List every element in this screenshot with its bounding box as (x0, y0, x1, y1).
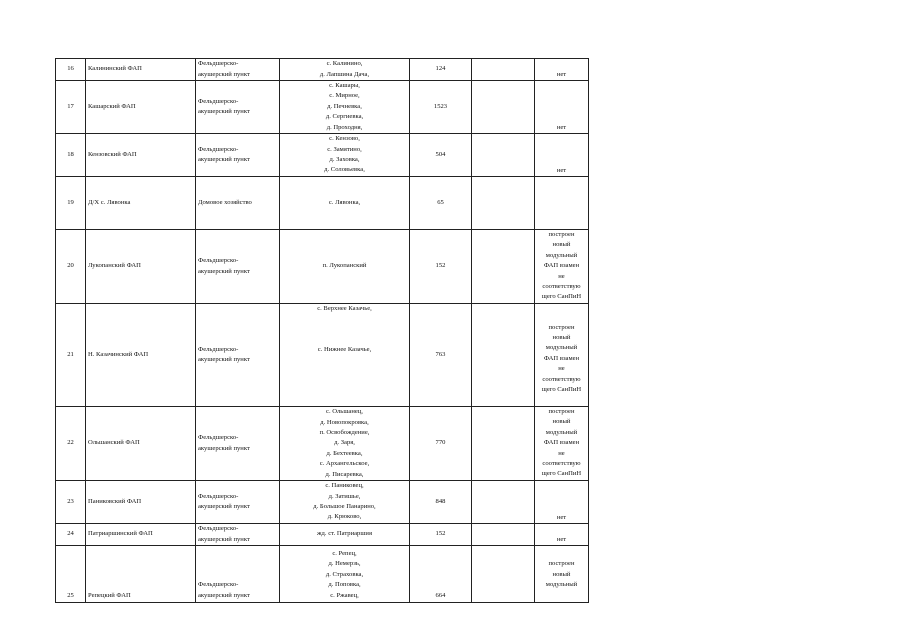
settlement-line: с. Нижнее Казачье, (317, 346, 372, 354)
facility-type-line: акушерский пункт (198, 591, 250, 599)
note-line: новый (552, 418, 571, 426)
fap-table-body (56, 59, 589, 603)
population-value: 763 (435, 350, 446, 358)
settlement-line: д. Сергиевка, (325, 113, 364, 121)
settlement-line: п. Лукопанский (322, 262, 367, 270)
empty-cell (472, 81, 535, 134)
note-line: соответствую (542, 460, 581, 468)
population-cell (410, 407, 472, 481)
facility-type-line: акушерский пункт (198, 535, 250, 543)
facility-type-cell (196, 177, 280, 230)
settlement-line: с. Репец, (332, 550, 357, 557)
settlements-cell (280, 481, 410, 524)
facility-type-line: Фельдшерско- (198, 257, 239, 265)
note-line: не (558, 365, 565, 373)
row-number-cell (56, 134, 86, 177)
facility-name-cell (86, 524, 196, 546)
settlement-line: с. Архангельское, (319, 460, 370, 468)
note-line: соответствую (542, 375, 581, 383)
facility-name: Лукопанский ФАП (88, 262, 141, 270)
note-line: не (558, 449, 565, 457)
empty-cell (472, 304, 535, 407)
settlement-line: п. Освобождение, (319, 428, 370, 436)
empty-cell (472, 134, 535, 177)
population-cell (410, 304, 472, 407)
settlement-line: с. Лявонка, (328, 198, 361, 206)
note-cell (535, 81, 589, 134)
settlement-line: с. Паниковец, (325, 482, 364, 490)
facility-name: Н. Казачинский ФАП (88, 350, 149, 358)
population-value: 848 (435, 497, 446, 505)
settlement-line: д. Проходня, (326, 123, 363, 131)
settlement-line: с. Ольшанец, (326, 408, 363, 416)
facility-type-line: Фельдшерско- (198, 434, 239, 442)
row-number-cell (56, 304, 86, 407)
empty-cell (472, 230, 535, 304)
settlement-line: д. Страховка, (325, 570, 364, 578)
population-value: 152 (435, 262, 446, 270)
note-line: нет (556, 166, 567, 174)
facility-type-line: акушерский пункт (198, 108, 250, 116)
settlement-line: д. Лапшина Дача, (319, 70, 370, 78)
note-line: построен (548, 323, 575, 331)
note-line: щего СанПиН (541, 386, 582, 394)
facility-type-line: Фельдшерско- (198, 581, 239, 589)
facility-type-line: Фельдшерско- (198, 97, 239, 105)
settlements-cell (280, 304, 410, 407)
note-line: модульный (545, 251, 578, 259)
facility-type-line: Фельдшерско- (198, 60, 239, 68)
row-number: 21 (67, 350, 74, 358)
note-line: построен (548, 231, 575, 239)
settlement-line: д. Поповка, (328, 581, 361, 589)
facility-type-line: Фельдшерско- (198, 525, 239, 533)
note-line: не (558, 272, 565, 280)
settlements-cell (280, 407, 410, 481)
population-value: 65 (437, 198, 444, 206)
empty-cell (472, 59, 535, 81)
note-cell (535, 134, 589, 177)
table-row (56, 304, 589, 407)
note-line: нет (556, 70, 567, 78)
settlement-line: д. Большое Панарино, (313, 503, 376, 511)
settlements-cell (280, 59, 410, 81)
facility-type-line: Фельдшерско- (198, 345, 239, 353)
facility-type-cell (196, 407, 280, 481)
note-cell (535, 407, 589, 481)
facility-type-line: акушерский пункт (198, 503, 250, 511)
facility-name-cell (86, 134, 196, 177)
facility-name: Паниковский ФАП (88, 497, 142, 505)
settlement-line: д. Заря, (334, 439, 355, 447)
empty-cell (472, 524, 535, 546)
facility-type-line: Фельдшерско- (198, 492, 239, 500)
note-line: построен (548, 560, 575, 568)
settlement-line: с. Замятино, (327, 145, 362, 153)
facility-type-cell (196, 134, 280, 177)
note-line: нет (556, 123, 567, 131)
row-number: 25 (67, 591, 74, 599)
population-cell (410, 59, 472, 81)
row-number-cell (56, 524, 86, 546)
facility-name: Репецкий ФАП (88, 591, 131, 599)
note-cell (535, 304, 589, 407)
note-line: нет (556, 535, 567, 543)
note-cell (535, 481, 589, 524)
row-number: 22 (67, 439, 74, 447)
table-row (56, 230, 589, 304)
settlement-line: д. Затишье, (328, 492, 361, 500)
settlement-line: с. Верхнее Казачье, (317, 305, 372, 313)
population-cell (410, 177, 472, 230)
row-number-cell (56, 59, 86, 81)
facility-type-line: акушерский пункт (198, 267, 250, 275)
facility-type-line: акушерский пункт (198, 444, 250, 452)
note-cell (535, 546, 589, 603)
facility-type-line: акушерский пункт (198, 156, 250, 164)
note-cell (535, 59, 589, 81)
facility-type-cell (196, 546, 280, 603)
empty-cell (472, 546, 535, 603)
settlement-line: с. Ржавец, (330, 591, 359, 599)
facility-type-cell (196, 59, 280, 81)
settlement-line: с. Кензово, (329, 135, 360, 143)
facility-name-cell (86, 81, 196, 134)
empty-cell (472, 407, 535, 481)
row-number: 20 (67, 262, 74, 270)
settlements-cell (280, 134, 410, 177)
facility-type-line: акушерский пункт (198, 70, 250, 78)
population-cell (410, 134, 472, 177)
facility-name: Патриаршинский ФАП (88, 530, 153, 538)
settlement-line: д. Заховка, (329, 156, 360, 164)
facility-type-cell (196, 524, 280, 546)
row-number: 19 (67, 198, 74, 206)
settlement-line: д. Крюково, (327, 513, 362, 521)
population-value: 1523 (433, 102, 448, 110)
population-cell (410, 546, 472, 603)
facility-name-cell (86, 304, 196, 407)
population-cell (410, 481, 472, 524)
row-number-cell (56, 407, 86, 481)
note-line: построен (548, 408, 575, 416)
note-line: щего СанПиН (541, 293, 582, 301)
table-row (56, 177, 589, 230)
facility-name-cell (86, 407, 196, 481)
table-row (56, 407, 589, 481)
settlement-line: жд. ст. Патриаршия (317, 530, 372, 538)
settlements-cell (280, 177, 410, 230)
facility-name: Кашарский ФАП (88, 102, 136, 110)
facility-name-cell (86, 546, 196, 603)
note-line: нет (556, 513, 567, 521)
population-value: 770 (435, 439, 446, 447)
table-row (56, 546, 589, 603)
facility-type-cell (196, 230, 280, 304)
table-row (56, 81, 589, 134)
settlement-line: д. Соловьевка, (324, 166, 365, 174)
facility-type-line: Домовое хозяйство (198, 198, 252, 206)
table-row (56, 481, 589, 524)
note-line: соответствую (542, 283, 581, 291)
settlement-line: д. Немерзь, (328, 560, 361, 568)
facility-name-cell (86, 481, 196, 524)
settlements-cell (280, 546, 410, 603)
note-line: щего СанПиН (541, 470, 582, 478)
settlements-cell (280, 524, 410, 546)
settlement-line: с. Мирное, (329, 92, 360, 100)
population-cell (410, 81, 472, 134)
population-value: 504 (435, 150, 446, 158)
facility-name-cell (86, 230, 196, 304)
row-number-cell (56, 546, 86, 603)
row-number-cell (56, 177, 86, 230)
fap-table (55, 58, 589, 603)
facility-type-line: акушерский пункт (198, 356, 250, 364)
empty-cell (472, 177, 535, 230)
row-number: 17 (67, 102, 74, 110)
settlement-line: с. Калинино, (326, 60, 363, 68)
table-row (56, 524, 589, 546)
empty-cell (472, 481, 535, 524)
population-value: 664 (435, 591, 446, 599)
table-row (56, 59, 589, 81)
note-line: ФАП взамен (543, 354, 580, 362)
row-number-cell (56, 481, 86, 524)
note-line: модульный (545, 344, 578, 352)
row-number: 16 (67, 65, 74, 73)
note-cell (535, 524, 589, 546)
table-row (56, 134, 589, 177)
settlement-line: с. Кашары, (329, 82, 360, 89)
settlement-line: д. Новопокровка, (320, 418, 369, 426)
note-line: новый (552, 570, 571, 578)
facility-name: Калининский ФАП (88, 65, 142, 73)
note-line: ФАП взамен (543, 262, 580, 270)
row-number: 23 (67, 497, 74, 505)
facility-name-cell (86, 177, 196, 230)
population-cell (410, 230, 472, 304)
note-line: новый (552, 241, 571, 249)
row-number-cell (56, 81, 86, 134)
population-value: 124 (435, 65, 446, 73)
note-line: новый (552, 334, 571, 342)
settlement-line: д. Писаревка, (325, 470, 364, 478)
row-number: 18 (67, 150, 74, 158)
settlement-line: д. Печневка, (327, 102, 362, 110)
facility-type-cell (196, 81, 280, 134)
facility-type-line: Фельдшерско- (198, 145, 239, 153)
row-number: 24 (67, 530, 74, 538)
population-cell (410, 524, 472, 546)
facility-name: Ольшанский ФАП (88, 439, 140, 447)
facility-name: Кензовский ФАП (88, 150, 137, 158)
facility-type-cell (196, 481, 280, 524)
settlement-line: д. Бехтеевка, (326, 449, 363, 457)
population-value: 152 (435, 530, 446, 538)
settlements-cell (280, 230, 410, 304)
facility-name: Д/Х с. Лявонка (88, 198, 131, 206)
note-line: модульный (545, 581, 578, 589)
settlements-cell (280, 81, 410, 134)
note-cell (535, 177, 589, 230)
note-line: модульный (545, 428, 578, 436)
facility-type-cell (196, 304, 280, 407)
note-line: ФАП взамен (543, 439, 580, 447)
row-number-cell (56, 230, 86, 304)
facility-name-cell (86, 59, 196, 81)
note-cell (535, 230, 589, 304)
